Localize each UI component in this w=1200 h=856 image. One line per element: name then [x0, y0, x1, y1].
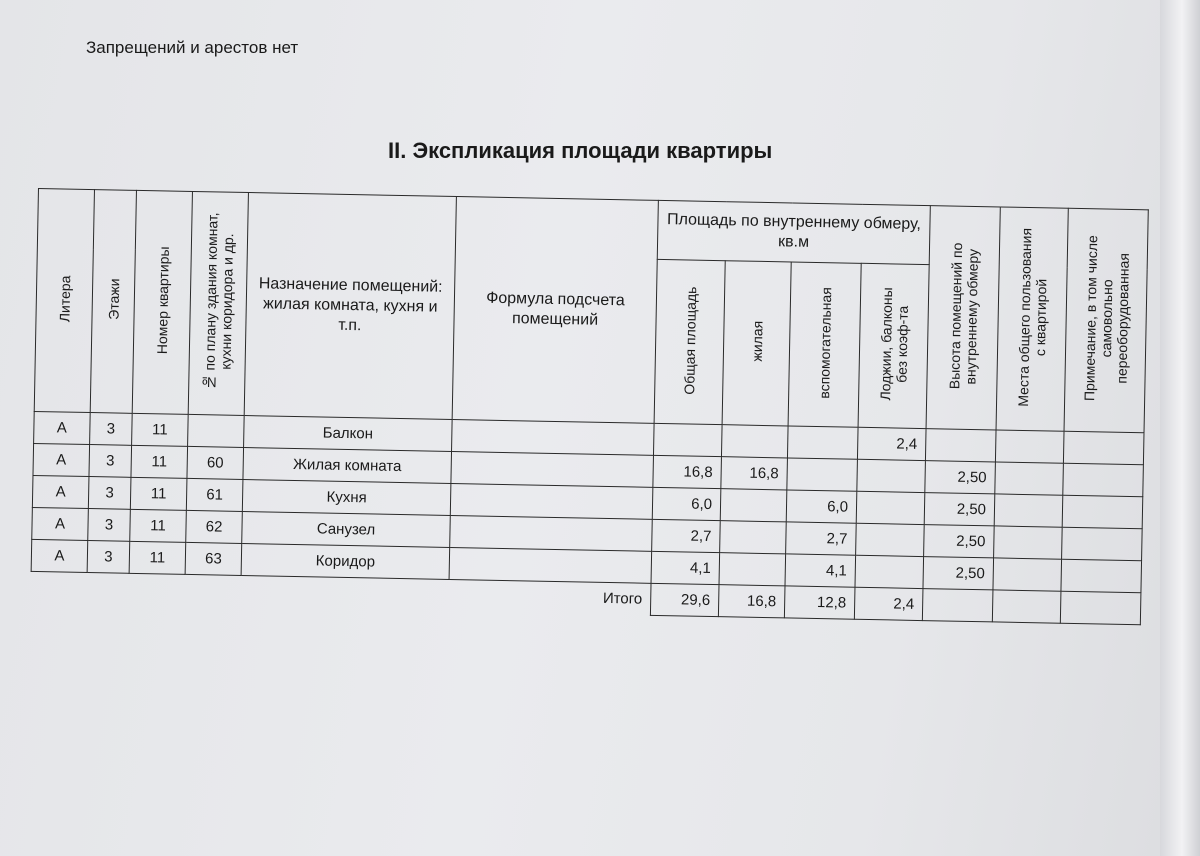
header-floors: Этажи	[90, 190, 136, 414]
cell-litera: А	[31, 539, 88, 572]
cell-loggia	[857, 459, 926, 492]
totals-total-area: 29,6	[650, 583, 719, 616]
cell-common	[994, 526, 1063, 559]
cell-auxiliary: 4,1	[785, 554, 856, 587]
cell-apartment: 11	[131, 445, 188, 478]
cell-auxiliary	[787, 458, 858, 491]
cell-loggia	[855, 555, 924, 588]
cell-litera: А	[32, 475, 89, 508]
cell-living: 16,8	[721, 457, 788, 490]
totals-loggia: 2,4	[854, 587, 923, 620]
header-formula: Формула подсчета помещений	[452, 197, 658, 424]
cell-total-area	[653, 423, 722, 456]
cell-total-area: 16,8	[653, 455, 722, 488]
restrictions-note: Запрещений и арестов нет	[86, 38, 299, 57]
cell-total-area: 2,7	[652, 519, 721, 552]
explication-table	[30, 188, 1149, 625]
cell-living	[720, 489, 787, 522]
header-height: Высота помещений по внутреннему обмеру	[926, 206, 1000, 430]
cell-formula	[450, 515, 653, 551]
cell-living	[721, 425, 788, 458]
header-purpose: Назначение помещений: жилая комната, кухня и т.п.	[244, 193, 456, 420]
cell-formula	[452, 419, 655, 455]
cell-floor: 3	[88, 509, 131, 542]
cell-purpose: Кухня	[242, 479, 451, 515]
totals-living: 16,8	[718, 585, 785, 618]
totals-height	[922, 589, 993, 622]
cell-loggia: 2,4	[857, 427, 926, 460]
header-area-group: Площадь по внутреннему обмеру, кв.м	[657, 200, 930, 264]
cell-height: 2,50	[923, 557, 994, 590]
header-living: жилая	[722, 261, 791, 426]
totals-common	[992, 590, 1061, 623]
cell-remark	[1062, 495, 1143, 529]
header-apartment-number: Номер квартиры	[132, 190, 192, 414]
cell-total-area: 6,0	[652, 487, 721, 520]
cell-floor: 3	[88, 477, 131, 510]
cell-purpose: Коридор	[241, 543, 450, 579]
cell-living	[720, 521, 787, 554]
cell-common	[994, 494, 1063, 527]
header-common-use: Места общего пользования с квартирой	[996, 207, 1068, 431]
header-room-number: № по плану здания комнат, кухни коридора и др.	[188, 191, 248, 415]
cell-purpose: Санузел	[242, 511, 451, 547]
explication-table-wrapper	[30, 188, 1149, 625]
cell-apartment: 11	[130, 477, 187, 510]
cell-total-area: 4,1	[651, 551, 720, 584]
header-litera: Литера	[34, 189, 94, 413]
cell-remark	[1063, 463, 1144, 497]
cell-auxiliary	[787, 426, 858, 459]
header-remark: Примечание, в том числе самовольно переоборудованная	[1064, 208, 1148, 432]
totals-auxiliary: 12,8	[784, 586, 855, 619]
cell-floor: 3	[87, 541, 130, 574]
header-loggias: Лоджии, балконы без коэф-та	[858, 264, 929, 429]
header-auxiliary: вспомогательная	[788, 262, 861, 427]
cell-height: 2,50	[924, 525, 995, 558]
cell-purpose: Жилая комната	[243, 447, 452, 483]
cell-height: 2,50	[925, 461, 996, 494]
cell-formula	[450, 483, 653, 519]
cell-remark	[1063, 431, 1144, 465]
cell-floor: 3	[90, 413, 133, 446]
cell-remark	[1061, 559, 1142, 593]
cell-formula	[449, 547, 652, 583]
cell-height: 2,50	[924, 493, 995, 526]
cell-apartment: 11	[132, 413, 189, 446]
cell-common	[993, 558, 1062, 591]
cell-floor: 3	[89, 445, 132, 478]
cell-room: 63	[185, 542, 242, 575]
cell-height	[925, 429, 996, 462]
cell-litera: А	[32, 507, 89, 540]
cell-common	[995, 462, 1064, 495]
header-total-area: Общая площадь	[654, 260, 725, 425]
cell-apartment: 11	[129, 541, 186, 574]
cell-litera: А	[34, 411, 91, 444]
cell-formula	[451, 451, 654, 487]
page-title: II. Экспликация площади квартиры	[388, 138, 773, 163]
cell-room	[188, 414, 245, 447]
totals-label: Итого	[602, 590, 643, 608]
cell-auxiliary: 2,7	[786, 522, 857, 555]
cell-purpose: Балкон	[244, 415, 453, 451]
cell-room: 60	[187, 446, 244, 479]
cell-auxiliary: 6,0	[786, 490, 857, 523]
totals-remark	[1060, 591, 1141, 625]
cell-loggia	[856, 491, 925, 524]
cell-loggia	[856, 523, 925, 556]
cell-room: 61	[186, 478, 243, 511]
cell-room: 62	[186, 510, 243, 543]
page-edge	[1160, 0, 1200, 856]
cell-remark	[1062, 527, 1143, 561]
cell-common	[995, 430, 1064, 463]
cell-apartment: 11	[130, 509, 187, 542]
cell-litera: А	[33, 443, 90, 476]
cell-living	[719, 553, 786, 586]
